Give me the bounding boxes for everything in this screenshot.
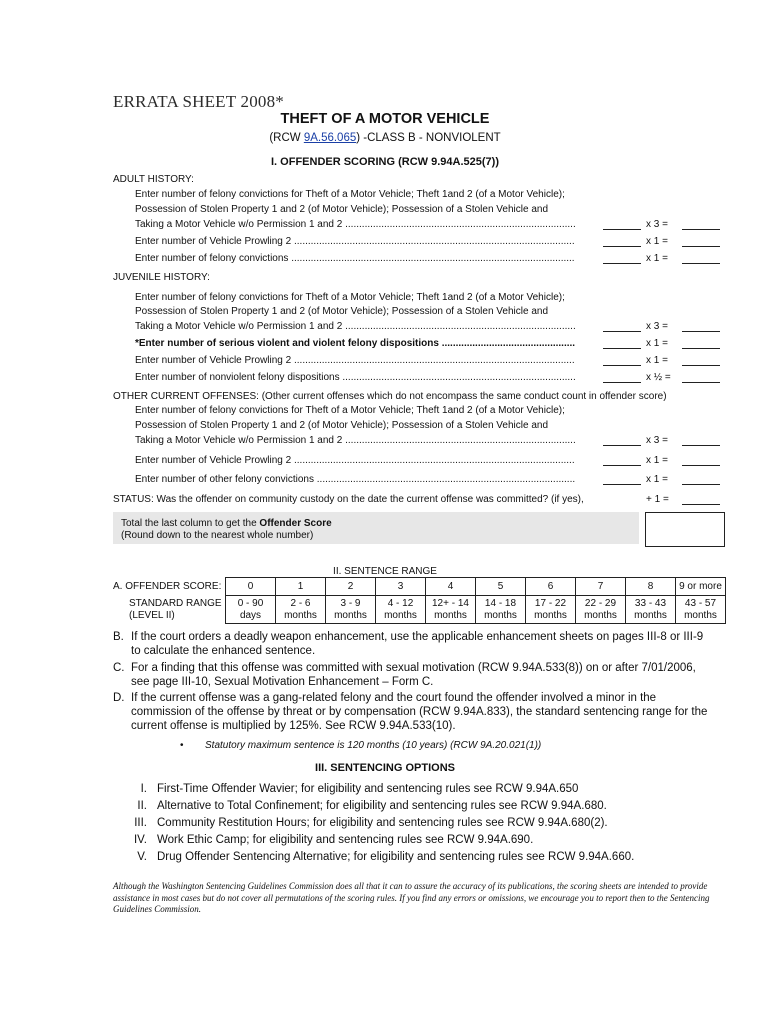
range-unit: months — [334, 609, 367, 621]
errata-heading: ERRATA SHEET 2008* — [113, 92, 284, 111]
note-line: If the current offense was a gang-related felony and the court found the offender involved a minor in the — [131, 692, 657, 704]
juvenile-row-label: Enter number of Vehicle Prowling 2 ..... — [135, 355, 575, 366]
range-unit: months — [484, 609, 517, 621]
juvenile-row-multiplier: x 1 = — [646, 355, 668, 366]
note-line: current offense is multiplied by 125%. See RCW 9.94A.533(10). — [131, 720, 456, 732]
option-number: II. — [137, 800, 147, 812]
juvenile-row-count-field[interactable] — [603, 331, 641, 332]
range-value: 22 - 29 — [584, 597, 617, 609]
range-value: 4 - 12 — [387, 597, 414, 609]
juvenile-row-result-field[interactable] — [682, 365, 720, 366]
statutory-maximum: Statutory maximum sentence is 120 months (10 years) (RCW 9A.20.021(1)) — [205, 740, 542, 751]
other-row-multiplier: x 3 = — [646, 435, 668, 446]
score-cell: 3 — [376, 578, 426, 596]
range-value: 12+ - 14 — [432, 597, 469, 609]
range-value: 0 - 90 — [237, 597, 264, 609]
bullet-icon: • — [180, 740, 184, 751]
sentence-range-table — [113, 577, 726, 624]
adult-intro-line-1: Enter number of felony convictions for Theft of a Motor Vehicle; Theft 1and 2 (of a Motor Vehicle); — [135, 189, 565, 200]
offender-score-row-label: A. OFFENDER SCORE: — [113, 580, 222, 592]
range-unit: months — [534, 609, 567, 621]
range-cell — [276, 596, 326, 624]
score-cell: 0 — [226, 578, 276, 596]
other-row-count-field[interactable] — [603, 445, 641, 446]
option-text: Work Ethic Camp; for eligibility and sentencing rules see RCW 9.94A.690. — [157, 834, 534, 846]
score-cell: 9 or more — [676, 578, 726, 596]
juvenile-row-count-field[interactable] — [603, 365, 641, 366]
score-cell: 5 — [476, 578, 526, 596]
range-value: 43 - 57 — [684, 597, 717, 609]
option-text: First-Time Offender Wavier; for eligibility and sentencing rules see RCW 9.94A.650 — [157, 783, 579, 795]
option-text: Drug Offender Sentencing Alternative; for eligibility and sentencing rules see RCW 9.94A.660. — [157, 851, 635, 863]
other-intro-line-2: Possession of Stolen Property 1 and 2 (of Motor Vehicle); Possession of a Stolen Vehicle and — [135, 420, 549, 431]
range-cell — [376, 596, 426, 624]
adult-row-count-field[interactable] — [603, 246, 641, 247]
adult-row-result-field[interactable] — [682, 246, 720, 247]
range-unit: months — [684, 609, 717, 621]
juvenile-row-result-field[interactable] — [682, 382, 720, 383]
note-key: D. — [113, 692, 125, 704]
adult-history-heading: ADULT HISTORY: — [113, 174, 194, 185]
status-question: STATUS: Was the offender on community custody on the date the current offense was committed? (if yes), — [113, 494, 584, 505]
range-value: 14 - 18 — [484, 597, 517, 609]
range-cell — [626, 596, 676, 624]
option-number: V. — [137, 851, 147, 863]
range-cell — [476, 596, 526, 624]
other-row-multiplier: x 1 = — [646, 474, 668, 485]
option-text: Alternative to Total Confinement; for eligibility and sentencing rules see RCW 9.94A.680. — [157, 800, 607, 812]
note-key: B. — [113, 631, 124, 643]
adult-row-label: Enter number of Vehicle Prowling 2 ..... — [135, 236, 575, 247]
note-line: to calculate the enhanced sentence. — [131, 645, 316, 657]
score-cell: 1 — [276, 578, 326, 596]
range-cell — [676, 596, 726, 624]
section-sentencing-options-title: III. SENTENCING OPTIONS — [315, 762, 455, 774]
other-offenses-heading: OTHER CURRENT OFFENSES: (Other current offenses which do not encompass the same conduct count in offender score) — [113, 391, 667, 402]
other-row-label: Taking a Motor Vehicle w/o Permission 1 and 2 ..... — [135, 435, 575, 446]
total-instruction-text: Total the last column to get the — [121, 518, 260, 529]
juvenile-row-label: Taking a Motor Vehicle w/o Permission 1 and 2 ..... — [135, 321, 575, 332]
offender-score-label: Offender Score — [259, 518, 332, 529]
note-line: see page III-10, Sexual Motivation Enhancement – Form C. — [131, 676, 434, 688]
juvenile-row-label: Enter number of nonviolent felony dispositions ..... — [135, 372, 575, 383]
adult-row-label: Enter number of felony convictions ..... — [135, 253, 575, 264]
note-line: For a finding that this offense was committed with sexual motivation (RCW 9.94A.533(8)) on or after 7/01/2006, — [131, 662, 696, 674]
juvenile-row-multiplier: x ½ = — [646, 372, 671, 383]
rcw-subtitle — [0, 132, 770, 144]
juvenile-row-result-field[interactable] — [682, 331, 720, 332]
other-row-result-field[interactable] — [682, 484, 720, 485]
range-unit: days — [239, 609, 262, 621]
rcw-prefix: (RCW — [269, 132, 304, 144]
juvenile-row-multiplier: x 3 = — [646, 321, 668, 332]
note-key: C. — [113, 662, 125, 674]
section-offender-scoring-title: I. OFFENDER SCORING (RCW 9.94A.525(7)) — [271, 156, 499, 168]
range-unit: months — [634, 609, 667, 621]
total-instruction — [121, 518, 332, 529]
juvenile-row-count-field[interactable] — [603, 348, 641, 349]
range-cell — [426, 596, 476, 624]
juvenile-row-result-field[interactable] — [682, 348, 720, 349]
range-unit: months — [584, 609, 617, 621]
other-row-count-field[interactable] — [603, 484, 641, 485]
adult-row-count-field[interactable] — [603, 229, 641, 230]
disclaimer-footer: Although the Washington Sentencing Guidelines Commission does all that it can to assure the accuracy of its publications, the scoring sheets are intended to provide assistance in most cases but do not cover all permutations of the scoring rules. If you find any errors or omissions, we encourage you to report then to the Sentencing Guidelines Commission. — [113, 881, 710, 914]
adult-row-result-field[interactable] — [682, 229, 720, 230]
adult-row-multiplier: x 1 = — [646, 253, 668, 264]
note-line: commission of the offense by threat or by compensation (RCW 9.94A.833), the standard sentencing range for the — [131, 706, 708, 718]
round-down-note: (Round down to the nearest whole number) — [121, 530, 314, 541]
adult-row-label: Taking a Motor Vehicle w/o Permission 1 and 2 ..... — [135, 219, 575, 230]
range-cell — [326, 596, 376, 624]
score-cell: 4 — [426, 578, 476, 596]
range-unit: months — [384, 609, 417, 621]
score-cell: 2 — [326, 578, 376, 596]
offender-score-instructions — [113, 512, 639, 544]
other-row-result-field[interactable] — [682, 465, 720, 466]
range-cell — [226, 596, 276, 624]
standard-range-label-line: STANDARD RANGE — [129, 597, 222, 609]
adult-row-result-field[interactable] — [682, 263, 720, 264]
option-number: IV. — [133, 834, 147, 846]
range-value: 33 - 43 — [634, 597, 667, 609]
other-row-result-field[interactable] — [682, 445, 720, 446]
score-cell: 8 — [626, 578, 676, 596]
status-multiplier: + 1 = — [646, 494, 669, 505]
juvenile-row-label: *Enter number of serious violent and violent felony dispositions ..... — [135, 338, 575, 349]
section-sentence-range-title: II. SENTENCE RANGE — [333, 566, 437, 577]
juvenile-history-heading: JUVENILE HISTORY: — [113, 272, 210, 283]
juvenile-intro-line-2: Possession of Stolen Property 1 and 2 (of Motor Vehicle); Possession of a Stolen Vehicle and — [135, 306, 549, 317]
standard-range-level: (LEVEL II) — [129, 609, 175, 621]
adult-row-multiplier: x 1 = — [646, 236, 668, 247]
option-number: I. — [140, 783, 147, 795]
range-unit: months — [284, 609, 317, 621]
page-title: THEFT OF A MOTOR VEHICLE — [280, 111, 490, 127]
note-line: If the court orders a deadly weapon enhancement, use the applicable enhancement sheets on pages III-8 or III-9 — [131, 631, 704, 643]
rcw-link[interactable]: 9A.56.065 — [303, 132, 357, 144]
adult-row-multiplier: x 3 = — [646, 219, 668, 230]
range-value: 3 - 9 — [340, 597, 361, 609]
adult-row-count-field[interactable] — [603, 263, 641, 264]
other-row-label: Enter number of Vehicle Prowling 2 ..... — [135, 455, 575, 466]
other-row-multiplier: x 1 = — [646, 455, 668, 466]
range-cell — [526, 596, 576, 624]
juvenile-row-count-field[interactable] — [603, 382, 641, 383]
standard-range-label — [113, 596, 226, 624]
rcw-suffix: ) -CLASS B - NONVIOLENT — [356, 132, 501, 144]
score-cell: 6 — [526, 578, 576, 596]
option-number: III. — [134, 817, 147, 829]
other-row-count-field[interactable] — [603, 465, 641, 466]
option-text: Community Restitution Hours; for eligibility and sentencing rules see RCW 9.94A.680(2). — [157, 817, 608, 829]
score-cell: 7 — [576, 578, 626, 596]
range-cell — [576, 596, 626, 624]
range-value: 17 - 22 — [534, 597, 567, 609]
adult-intro-line-2: Possession of Stolen Property 1 and 2 (of Motor Vehicle); Possession of a Stolen Vehicle and — [135, 204, 549, 215]
other-intro-line-1: Enter number of felony convictions for Theft of a Motor Vehicle; Theft 1and 2 (of a Motor Vehicle); — [135, 405, 565, 416]
juvenile-intro-line-1: Enter number of felony convictions for Theft of a Motor Vehicle; Theft 1and 2 (of a Motor Vehicle); — [135, 292, 565, 303]
offender-score-total-field[interactable] — [645, 512, 725, 547]
status-result-field[interactable] — [682, 504, 720, 505]
range-unit: months — [434, 609, 467, 621]
juvenile-row-multiplier: x 1 = — [646, 338, 668, 349]
other-row-label: Enter number of other felony convictions ..... — [135, 474, 575, 485]
range-value: 2 - 6 — [290, 597, 311, 609]
